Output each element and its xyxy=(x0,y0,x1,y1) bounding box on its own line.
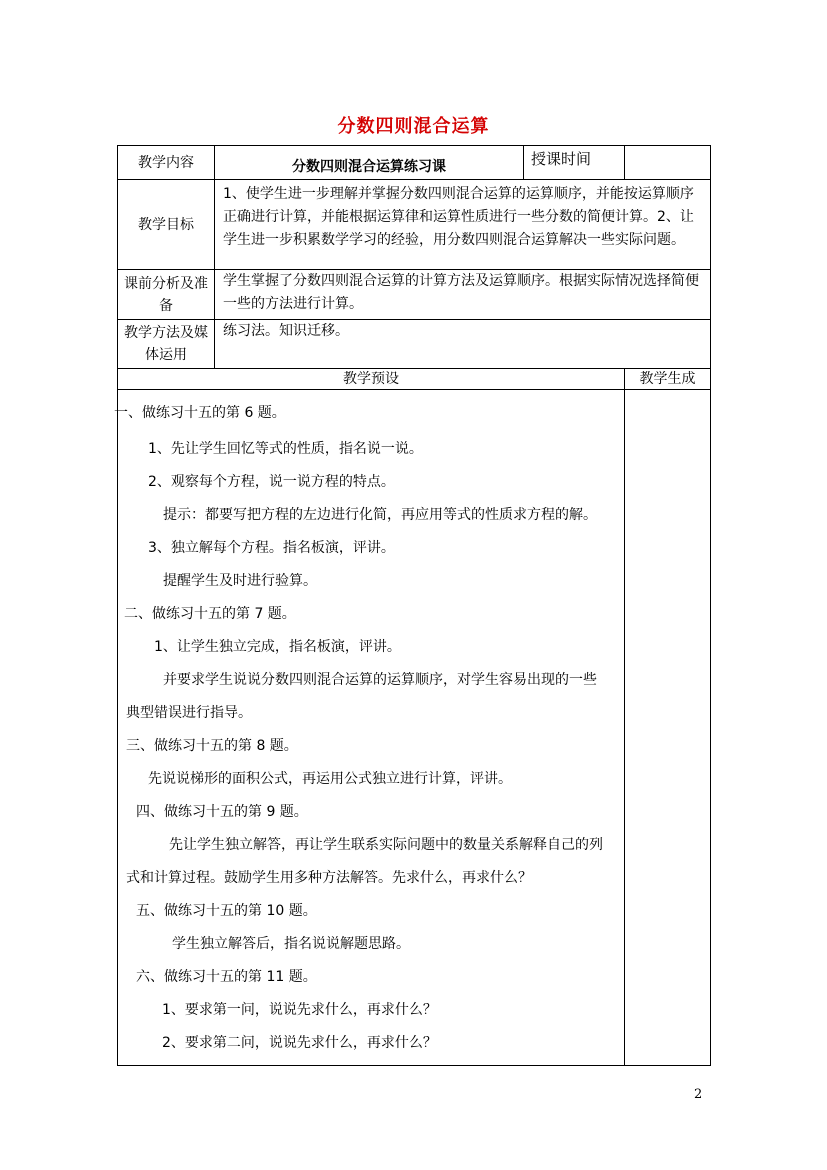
line-2: 1、先让学生回忆等式的性质，指名说一说。 xyxy=(148,441,423,457)
plan-body xyxy=(114,390,625,1066)
page-number: 2 xyxy=(694,1087,703,1102)
goal-label: 教学目标 xyxy=(118,180,215,270)
line-9: 并要求学生说说分数四则混合运算的运算顺序，对学生容易出现的一些 xyxy=(163,672,597,688)
line-17: 学生独立解答后，指名说说解题思路。 xyxy=(172,936,410,952)
line-5: 3、独立解每个方程。指名板演，评讲。 xyxy=(148,540,395,556)
gen-body xyxy=(625,390,711,1066)
lesson-plan-table xyxy=(114,145,711,1066)
method-text: 练习法。知识迁移。 xyxy=(215,320,711,369)
plan-header: 教学预设 xyxy=(118,369,625,390)
document-title: 分数四则混合运算 xyxy=(337,116,490,137)
goal-text: 1、使学生进一步理解并掌握分数四则混合运算的运算顺序，并能按运算顺序正确进行计算，并能根据运算律和运算性质进行一些分数的简便计算。2、让学生进一步积累数学学习的经验，用分数四则混合运算解决一些实际问题。 xyxy=(215,180,711,270)
method-label: 教学方法及媒体运用 xyxy=(118,320,215,369)
line-3: 2、观察每个方程，说一说方程的特点。 xyxy=(148,474,395,490)
content-label: 教学内容 xyxy=(118,146,215,180)
line-19: 1、要求第一问，说说先求什么，再求什么？ xyxy=(162,1002,437,1018)
time-value xyxy=(625,146,711,180)
line-7: 二、做练习十五的第 7 题。 xyxy=(124,606,296,622)
line-14: 先让学生独立解答，再让学生联系实际问题中的数量关系解释自己的列 xyxy=(169,837,603,853)
line-6: 提醒学生及时进行验算。 xyxy=(163,573,317,589)
line-20: 2、要求第二问，说说先求什么，再求什么？ xyxy=(162,1035,437,1051)
line-10: 典型错误进行指导。 xyxy=(126,705,252,721)
line-18: 六、做练习十五的第 11 题。 xyxy=(136,969,317,985)
time-label: 授课时间 xyxy=(524,146,625,180)
prep-text: 学生掌握了分数四则混合运算的计算方法及运算顺序。根据实际情况选择简便一些的方法进行计算。 xyxy=(215,270,711,320)
line-4: 提示：都要写把方程的左边进行化简，再应用等式的性质求方程的解。 xyxy=(163,507,597,523)
line-1: 一、做练习十五的第 6 题。 xyxy=(114,405,286,421)
line-11: 三、做练习十五的第 8 题。 xyxy=(126,738,298,754)
content-value: 分数四则混合运算练习课 xyxy=(215,146,524,180)
gen-header: 教学生成 xyxy=(625,369,711,390)
prep-label: 课前分析及准备 xyxy=(118,270,215,320)
line-13: 四、做练习十五的第 9 题。 xyxy=(136,804,308,820)
line-8: 1、让学生独立完成，指名板演，评讲。 xyxy=(154,639,401,655)
line-16: 五、做练习十五的第 10 题。 xyxy=(136,903,317,919)
line-12: 先说说梯形的面积公式，再运用公式独立进行计算，评讲。 xyxy=(148,771,512,787)
line-15: 式和计算过程。鼓励学生用多种方法解答。先求什么，再求什么？ xyxy=(126,870,532,886)
